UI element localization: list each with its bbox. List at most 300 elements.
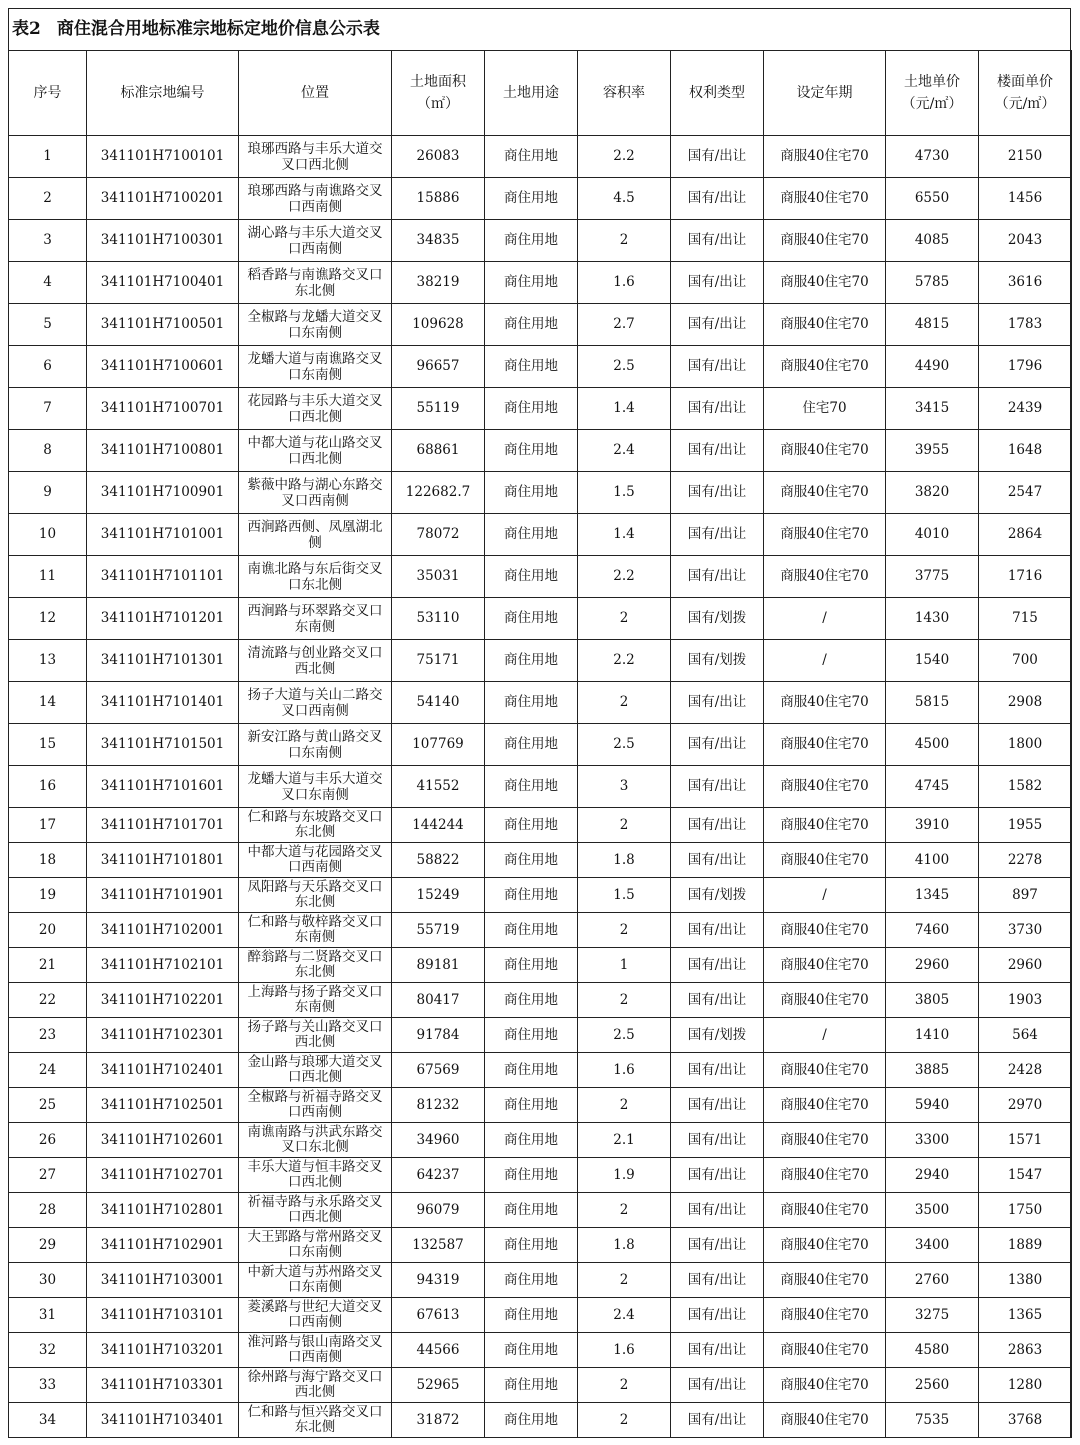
cell-parcel-code: 341101H7100201 bbox=[87, 178, 239, 220]
cell-land-use: 商住用地 bbox=[485, 983, 578, 1018]
cell-plot-ratio: 1.6 bbox=[578, 1333, 671, 1368]
cell-parcel-code: 341101H7101601 bbox=[87, 766, 239, 808]
cell-plot-ratio: 2 bbox=[578, 1403, 671, 1438]
cell-plot-ratio: 1.5 bbox=[578, 878, 671, 913]
cell-term: 商服40住宅70 bbox=[764, 514, 886, 556]
cell-floor-unit-price: 3768 bbox=[979, 1403, 1072, 1438]
cell-right-type: 国有/出让 bbox=[671, 1123, 764, 1158]
cell-term: 商服40住宅70 bbox=[764, 1403, 886, 1438]
cell-right-type: 国有/出让 bbox=[671, 430, 764, 472]
cell-term: 商服40住宅70 bbox=[764, 948, 886, 983]
cell-term: 商服40住宅70 bbox=[764, 1228, 886, 1263]
cell-area: 122682.7 bbox=[392, 472, 485, 514]
cell-index: 13 bbox=[9, 640, 87, 682]
col-header-index: 序号 bbox=[9, 51, 87, 136]
cell-index: 19 bbox=[9, 878, 87, 913]
cell-index: 12 bbox=[9, 598, 87, 640]
table-row bbox=[9, 1053, 1072, 1088]
cell-land-unit-price: 3820 bbox=[886, 472, 979, 514]
cell-area: 68861 bbox=[392, 430, 485, 472]
cell-land-use: 商住用地 bbox=[485, 640, 578, 682]
cell-land-unit-price: 4745 bbox=[886, 766, 979, 808]
cell-term: / bbox=[764, 598, 886, 640]
cell-index: 2 bbox=[9, 178, 87, 220]
cell-land-unit-price: 3300 bbox=[886, 1123, 979, 1158]
cell-land-use: 商住用地 bbox=[485, 1158, 578, 1193]
cell-location: 醉翁路与二贤路交叉口东北侧 bbox=[239, 948, 392, 983]
cell-index: 26 bbox=[9, 1123, 87, 1158]
cell-floor-unit-price: 1582 bbox=[979, 766, 1072, 808]
cell-right-type: 国有/出让 bbox=[671, 1053, 764, 1088]
cell-parcel-code: 341101H7101001 bbox=[87, 514, 239, 556]
cell-location: 中都大道与花园路交叉口西南侧 bbox=[239, 843, 392, 878]
cell-right-type: 国有/出让 bbox=[671, 1298, 764, 1333]
cell-location: 仁和路与恒兴路交叉口东北侧 bbox=[239, 1403, 392, 1438]
cell-plot-ratio: 2.2 bbox=[578, 136, 671, 178]
cell-plot-ratio: 3 bbox=[578, 766, 671, 808]
cell-term: / bbox=[764, 640, 886, 682]
cell-land-unit-price: 4580 bbox=[886, 1333, 979, 1368]
cell-right-type: 国有/出让 bbox=[671, 1368, 764, 1403]
table-row bbox=[9, 682, 1072, 724]
table-row bbox=[9, 808, 1072, 843]
col-header-floor-unit-price: 楼面单价（元/㎡） bbox=[979, 51, 1072, 136]
cell-parcel-code: 341101H7101501 bbox=[87, 724, 239, 766]
cell-location: 徐州路与海宁路交叉口西北侧 bbox=[239, 1368, 392, 1403]
cell-plot-ratio: 2.7 bbox=[578, 304, 671, 346]
cell-plot-ratio: 2.4 bbox=[578, 430, 671, 472]
cell-index: 14 bbox=[9, 682, 87, 724]
col-header-plot-ratio: 容积率 bbox=[578, 51, 671, 136]
cell-right-type: 国有/划拨 bbox=[671, 640, 764, 682]
cell-land-unit-price: 5815 bbox=[886, 682, 979, 724]
cell-parcel-code: 341101H7103101 bbox=[87, 1298, 239, 1333]
cell-floor-unit-price: 1547 bbox=[979, 1158, 1072, 1193]
cell-floor-unit-price: 2908 bbox=[979, 682, 1072, 724]
cell-plot-ratio: 2.5 bbox=[578, 1018, 671, 1053]
cell-parcel-code: 341101H7101701 bbox=[87, 808, 239, 843]
table-row bbox=[9, 983, 1072, 1018]
cell-location: 仁和路与东坡路交叉口东北侧 bbox=[239, 808, 392, 843]
cell-right-type: 国有/出让 bbox=[671, 1263, 764, 1298]
cell-floor-unit-price: 1796 bbox=[979, 346, 1072, 388]
cell-plot-ratio: 1.6 bbox=[578, 1053, 671, 1088]
cell-term: 商服40住宅70 bbox=[764, 1263, 886, 1298]
table-row bbox=[9, 1333, 1072, 1368]
cell-area: 91784 bbox=[392, 1018, 485, 1053]
table-row bbox=[9, 1018, 1072, 1053]
cell-land-use: 商住用地 bbox=[485, 262, 578, 304]
cell-location: 琅琊西路与南谯路交叉口西南侧 bbox=[239, 178, 392, 220]
col-header-right-type: 权利类型 bbox=[671, 51, 764, 136]
cell-right-type: 国有/出让 bbox=[671, 514, 764, 556]
cell-right-type: 国有/出让 bbox=[671, 724, 764, 766]
cell-area: 34835 bbox=[392, 220, 485, 262]
cell-term: 住宅70 bbox=[764, 388, 886, 430]
cell-plot-ratio: 2 bbox=[578, 1088, 671, 1123]
cell-area: 144244 bbox=[392, 808, 485, 843]
cell-plot-ratio: 1.4 bbox=[578, 388, 671, 430]
cell-right-type: 国有/出让 bbox=[671, 304, 764, 346]
cell-index: 31 bbox=[9, 1298, 87, 1333]
cell-land-use: 商住用地 bbox=[485, 1088, 578, 1123]
cell-floor-unit-price: 1750 bbox=[979, 1193, 1072, 1228]
cell-floor-unit-price: 1955 bbox=[979, 808, 1072, 843]
table-row bbox=[9, 640, 1072, 682]
cell-index: 10 bbox=[9, 514, 87, 556]
cell-parcel-code: 341101H7102201 bbox=[87, 983, 239, 1018]
cell-location: 扬子路与关山路交叉口西北侧 bbox=[239, 1018, 392, 1053]
cell-index: 32 bbox=[9, 1333, 87, 1368]
table-row bbox=[9, 1088, 1072, 1123]
cell-area: 15886 bbox=[392, 178, 485, 220]
cell-area: 89181 bbox=[392, 948, 485, 983]
col-header-parcel-code: 标准宗地编号 bbox=[87, 51, 239, 136]
table-label: 表2 bbox=[12, 19, 41, 39]
cell-floor-unit-price: 1648 bbox=[979, 430, 1072, 472]
cell-area: 67569 bbox=[392, 1053, 485, 1088]
cell-location: 上海路与扬子路交叉口东南侧 bbox=[239, 983, 392, 1018]
cell-parcel-code: 341101H7103001 bbox=[87, 1263, 239, 1298]
cell-land-unit-price: 3275 bbox=[886, 1298, 979, 1333]
cell-floor-unit-price: 3616 bbox=[979, 262, 1072, 304]
cell-area: 94319 bbox=[392, 1263, 485, 1298]
cell-plot-ratio: 1.6 bbox=[578, 262, 671, 304]
cell-land-unit-price: 1430 bbox=[886, 598, 979, 640]
table-row bbox=[9, 346, 1072, 388]
cell-land-use: 商住用地 bbox=[485, 472, 578, 514]
cell-land-use: 商住用地 bbox=[485, 556, 578, 598]
cell-land-unit-price: 2940 bbox=[886, 1158, 979, 1193]
cell-land-unit-price: 4500 bbox=[886, 724, 979, 766]
cell-parcel-code: 341101H7101401 bbox=[87, 682, 239, 724]
cell-right-type: 国有/出让 bbox=[671, 1228, 764, 1263]
cell-right-type: 国有/出让 bbox=[671, 1158, 764, 1193]
cell-floor-unit-price: 2278 bbox=[979, 843, 1072, 878]
cell-location: 西涧路与环翠路交叉口东南侧 bbox=[239, 598, 392, 640]
cell-land-unit-price: 7535 bbox=[886, 1403, 979, 1438]
table-row bbox=[9, 843, 1072, 878]
cell-floor-unit-price: 1716 bbox=[979, 556, 1072, 598]
table-row bbox=[9, 1123, 1072, 1158]
table-title-text: 商住混合用地标准宗地标定地价信息公示表 bbox=[56, 19, 380, 39]
cell-parcel-code: 341101H7103401 bbox=[87, 1403, 239, 1438]
cell-land-unit-price: 2760 bbox=[886, 1263, 979, 1298]
cell-land-unit-price: 3500 bbox=[886, 1193, 979, 1228]
cell-index: 18 bbox=[9, 843, 87, 878]
table-row bbox=[9, 430, 1072, 472]
cell-location: 淮河路与银山南路交叉口西南侧 bbox=[239, 1333, 392, 1368]
cell-land-unit-price: 3805 bbox=[886, 983, 979, 1018]
cell-index: 30 bbox=[9, 1263, 87, 1298]
cell-land-use: 商住用地 bbox=[485, 304, 578, 346]
cell-location: 湖心路与丰乐大道交叉口西南侧 bbox=[239, 220, 392, 262]
cell-plot-ratio: 1.8 bbox=[578, 843, 671, 878]
cell-land-unit-price: 3400 bbox=[886, 1228, 979, 1263]
cell-parcel-code: 341101H7100801 bbox=[87, 430, 239, 472]
table-row bbox=[9, 598, 1072, 640]
cell-right-type: 国有/出让 bbox=[671, 948, 764, 983]
cell-term: 商服40住宅70 bbox=[764, 472, 886, 514]
cell-right-type: 国有/出让 bbox=[671, 178, 764, 220]
cell-land-unit-price: 7460 bbox=[886, 913, 979, 948]
cell-location: 大王郢路与常州路交叉口东南侧 bbox=[239, 1228, 392, 1263]
cell-land-use: 商住用地 bbox=[485, 1018, 578, 1053]
cell-index: 9 bbox=[9, 472, 87, 514]
table-row bbox=[9, 766, 1072, 808]
cell-land-unit-price: 4490 bbox=[886, 346, 979, 388]
land-price-table bbox=[8, 50, 1072, 1438]
table-body bbox=[9, 136, 1072, 1438]
cell-land-use: 商住用地 bbox=[485, 220, 578, 262]
cell-term: 商服40住宅70 bbox=[764, 1123, 886, 1158]
cell-term: 商服40住宅70 bbox=[764, 1088, 886, 1123]
cell-term: 商服40住宅70 bbox=[764, 178, 886, 220]
cell-land-unit-price: 1410 bbox=[886, 1018, 979, 1053]
cell-location: 全椒路与龙蟠大道交叉口东南侧 bbox=[239, 304, 392, 346]
table-row bbox=[9, 388, 1072, 430]
cell-land-use: 商住用地 bbox=[485, 598, 578, 640]
cell-right-type: 国有/划拨 bbox=[671, 878, 764, 913]
cell-land-use: 商住用地 bbox=[485, 1333, 578, 1368]
cell-parcel-code: 341101H7101801 bbox=[87, 843, 239, 878]
cell-index: 4 bbox=[9, 262, 87, 304]
cell-right-type: 国有/出让 bbox=[671, 682, 764, 724]
table-row bbox=[9, 1368, 1072, 1403]
cell-right-type: 国有/出让 bbox=[671, 1403, 764, 1438]
cell-right-type: 国有/出让 bbox=[671, 388, 764, 430]
cell-floor-unit-price: 1889 bbox=[979, 1228, 1072, 1263]
cell-parcel-code: 341101H7100401 bbox=[87, 262, 239, 304]
cell-floor-unit-price: 2960 bbox=[979, 948, 1072, 983]
cell-parcel-code: 341101H7102301 bbox=[87, 1018, 239, 1053]
table-row bbox=[9, 304, 1072, 346]
cell-term: 商服40住宅70 bbox=[764, 346, 886, 388]
cell-floor-unit-price: 1280 bbox=[979, 1368, 1072, 1403]
cell-land-unit-price: 4815 bbox=[886, 304, 979, 346]
cell-area: 15249 bbox=[392, 878, 485, 913]
cell-area: 67613 bbox=[392, 1298, 485, 1333]
table-row bbox=[9, 514, 1072, 556]
cell-term: 商服40住宅70 bbox=[764, 430, 886, 472]
cell-parcel-code: 341101H7101101 bbox=[87, 556, 239, 598]
cell-parcel-code: 341101H7101201 bbox=[87, 598, 239, 640]
cell-term: 商服40住宅70 bbox=[764, 913, 886, 948]
table-row bbox=[9, 948, 1072, 983]
cell-index: 15 bbox=[9, 724, 87, 766]
cell-floor-unit-price: 1380 bbox=[979, 1263, 1072, 1298]
cell-plot-ratio: 2 bbox=[578, 808, 671, 843]
cell-land-unit-price: 5785 bbox=[886, 262, 979, 304]
cell-plot-ratio: 2 bbox=[578, 983, 671, 1018]
cell-land-use: 商住用地 bbox=[485, 1368, 578, 1403]
cell-right-type: 国有/出让 bbox=[671, 913, 764, 948]
cell-land-unit-price: 4085 bbox=[886, 220, 979, 262]
cell-index: 22 bbox=[9, 983, 87, 1018]
cell-land-unit-price: 2960 bbox=[886, 948, 979, 983]
cell-plot-ratio: 2 bbox=[578, 1368, 671, 1403]
cell-plot-ratio: 2.2 bbox=[578, 640, 671, 682]
cell-plot-ratio: 1.4 bbox=[578, 514, 671, 556]
cell-land-unit-price: 4100 bbox=[886, 843, 979, 878]
cell-right-type: 国有/划拨 bbox=[671, 598, 764, 640]
cell-right-type: 国有/出让 bbox=[671, 220, 764, 262]
cell-plot-ratio: 2.2 bbox=[578, 556, 671, 598]
cell-location: 南谯北路与东后街交叉口东北侧 bbox=[239, 556, 392, 598]
cell-index: 17 bbox=[9, 808, 87, 843]
cell-index: 23 bbox=[9, 1018, 87, 1053]
table-row bbox=[9, 556, 1072, 598]
cell-location: 稻香路与南谯路交叉口东北侧 bbox=[239, 262, 392, 304]
cell-floor-unit-price: 2428 bbox=[979, 1053, 1072, 1088]
cell-right-type: 国有/出让 bbox=[671, 472, 764, 514]
cell-land-use: 商住用地 bbox=[485, 388, 578, 430]
cell-land-use: 商住用地 bbox=[485, 808, 578, 843]
cell-term: 商服40住宅70 bbox=[764, 724, 886, 766]
col-header-land-unit-price: 土地单价（元/㎡） bbox=[886, 51, 979, 136]
cell-area: 64237 bbox=[392, 1158, 485, 1193]
cell-land-use: 商住用地 bbox=[485, 1053, 578, 1088]
cell-plot-ratio: 4.5 bbox=[578, 178, 671, 220]
cell-index: 33 bbox=[9, 1368, 87, 1403]
cell-land-use: 商住用地 bbox=[485, 514, 578, 556]
cell-area: 55719 bbox=[392, 913, 485, 948]
cell-land-unit-price: 3910 bbox=[886, 808, 979, 843]
cell-index: 7 bbox=[9, 388, 87, 430]
cell-parcel-code: 341101H7100101 bbox=[87, 136, 239, 178]
cell-area: 58822 bbox=[392, 843, 485, 878]
cell-index: 1 bbox=[9, 136, 87, 178]
cell-area: 31872 bbox=[392, 1403, 485, 1438]
cell-location: 琅琊西路与丰乐大道交叉口西北侧 bbox=[239, 136, 392, 178]
cell-floor-unit-price: 1783 bbox=[979, 304, 1072, 346]
cell-right-type: 国有/出让 bbox=[671, 983, 764, 1018]
cell-floor-unit-price: 2970 bbox=[979, 1088, 1072, 1123]
cell-location: 仁和路与敬梓路交叉口东南侧 bbox=[239, 913, 392, 948]
table-row bbox=[9, 178, 1072, 220]
table-title bbox=[12, 12, 380, 46]
cell-floor-unit-price: 1456 bbox=[979, 178, 1072, 220]
cell-land-unit-price: 3415 bbox=[886, 388, 979, 430]
cell-plot-ratio: 2.1 bbox=[578, 1123, 671, 1158]
cell-term: 商服40住宅70 bbox=[764, 136, 886, 178]
cell-land-use: 商住用地 bbox=[485, 430, 578, 472]
cell-parcel-code: 341101H7102501 bbox=[87, 1088, 239, 1123]
cell-floor-unit-price: 564 bbox=[979, 1018, 1072, 1053]
cell-location: 紫薇中路与湖心东路交叉口西南侧 bbox=[239, 472, 392, 514]
cell-area: 96079 bbox=[392, 1193, 485, 1228]
table-row bbox=[9, 1228, 1072, 1263]
cell-plot-ratio: 1.9 bbox=[578, 1158, 671, 1193]
table-row bbox=[9, 913, 1072, 948]
cell-index: 5 bbox=[9, 304, 87, 346]
cell-plot-ratio: 1.5 bbox=[578, 472, 671, 514]
cell-term: 商服40住宅70 bbox=[764, 843, 886, 878]
cell-term: 商服40住宅70 bbox=[764, 220, 886, 262]
cell-area: 44566 bbox=[392, 1333, 485, 1368]
cell-parcel-code: 341101H7101301 bbox=[87, 640, 239, 682]
cell-right-type: 国有/出让 bbox=[671, 262, 764, 304]
cell-location: 凤阳路与天乐路交叉口东北侧 bbox=[239, 878, 392, 913]
cell-right-type: 国有/出让 bbox=[671, 808, 764, 843]
cell-term: 商服40住宅70 bbox=[764, 262, 886, 304]
cell-index: 28 bbox=[9, 1193, 87, 1228]
cell-term: 商服40住宅70 bbox=[764, 1193, 886, 1228]
cell-floor-unit-price: 897 bbox=[979, 878, 1072, 913]
cell-area: 53110 bbox=[392, 598, 485, 640]
cell-land-unit-price: 5940 bbox=[886, 1088, 979, 1123]
cell-floor-unit-price: 2150 bbox=[979, 136, 1072, 178]
table-row bbox=[9, 878, 1072, 913]
cell-right-type: 国有/出让 bbox=[671, 1193, 764, 1228]
cell-area: 54140 bbox=[392, 682, 485, 724]
cell-term: 商服40住宅70 bbox=[764, 1333, 886, 1368]
cell-floor-unit-price: 700 bbox=[979, 640, 1072, 682]
cell-land-use: 商住用地 bbox=[485, 843, 578, 878]
cell-location: 龙蟠大道与南谯路交叉口东南侧 bbox=[239, 346, 392, 388]
table-row bbox=[9, 1158, 1072, 1193]
cell-location: 中都大道与花山路交叉口西北侧 bbox=[239, 430, 392, 472]
cell-term: 商服40住宅70 bbox=[764, 766, 886, 808]
cell-plot-ratio: 2 bbox=[578, 1193, 671, 1228]
cell-parcel-code: 341101H7102901 bbox=[87, 1228, 239, 1263]
cell-location: 金山路与琅琊大道交叉口西北侧 bbox=[239, 1053, 392, 1088]
cell-floor-unit-price: 2439 bbox=[979, 388, 1072, 430]
cell-plot-ratio: 2 bbox=[578, 913, 671, 948]
table-row bbox=[9, 1263, 1072, 1298]
cell-floor-unit-price: 3730 bbox=[979, 913, 1072, 948]
cell-land-use: 商住用地 bbox=[485, 1263, 578, 1298]
cell-parcel-code: 341101H7103201 bbox=[87, 1333, 239, 1368]
cell-floor-unit-price: 1800 bbox=[979, 724, 1072, 766]
cell-land-use: 商住用地 bbox=[485, 948, 578, 983]
cell-land-use: 商住用地 bbox=[485, 1228, 578, 1263]
cell-location: 新安江路与黄山路交叉口东南侧 bbox=[239, 724, 392, 766]
cell-plot-ratio: 2 bbox=[578, 220, 671, 262]
cell-land-use: 商住用地 bbox=[485, 878, 578, 913]
cell-parcel-code: 341101H7102601 bbox=[87, 1123, 239, 1158]
cell-area: 78072 bbox=[392, 514, 485, 556]
cell-land-use: 商住用地 bbox=[485, 1193, 578, 1228]
cell-index: 6 bbox=[9, 346, 87, 388]
cell-land-unit-price: 1345 bbox=[886, 878, 979, 913]
cell-location: 祈福寺路与永乐路交叉口西北侧 bbox=[239, 1193, 392, 1228]
col-header-land-use: 土地用途 bbox=[485, 51, 578, 136]
cell-term: 商服40住宅70 bbox=[764, 1053, 886, 1088]
cell-area: 80417 bbox=[392, 983, 485, 1018]
cell-area: 35031 bbox=[392, 556, 485, 598]
cell-parcel-code: 341101H7102701 bbox=[87, 1158, 239, 1193]
cell-land-unit-price: 3955 bbox=[886, 430, 979, 472]
cell-parcel-code: 341101H7100601 bbox=[87, 346, 239, 388]
cell-right-type: 国有/出让 bbox=[671, 1088, 764, 1123]
cell-floor-unit-price: 1365 bbox=[979, 1298, 1072, 1333]
col-header-location: 位置 bbox=[239, 51, 392, 136]
cell-land-use: 商住用地 bbox=[485, 1298, 578, 1333]
cell-term: 商服40住宅70 bbox=[764, 1158, 886, 1193]
cell-right-type: 国有/出让 bbox=[671, 1333, 764, 1368]
cell-term: 商服40住宅70 bbox=[764, 1298, 886, 1333]
cell-floor-unit-price: 2547 bbox=[979, 472, 1072, 514]
cell-area: 34960 bbox=[392, 1123, 485, 1158]
cell-parcel-code: 341101H7100701 bbox=[87, 388, 239, 430]
col-header-term: 设定年期 bbox=[764, 51, 886, 136]
cell-index: 24 bbox=[9, 1053, 87, 1088]
cell-area: 107769 bbox=[392, 724, 485, 766]
cell-parcel-code: 341101H7102401 bbox=[87, 1053, 239, 1088]
cell-term: 商服40住宅70 bbox=[764, 983, 886, 1018]
table-row bbox=[9, 262, 1072, 304]
